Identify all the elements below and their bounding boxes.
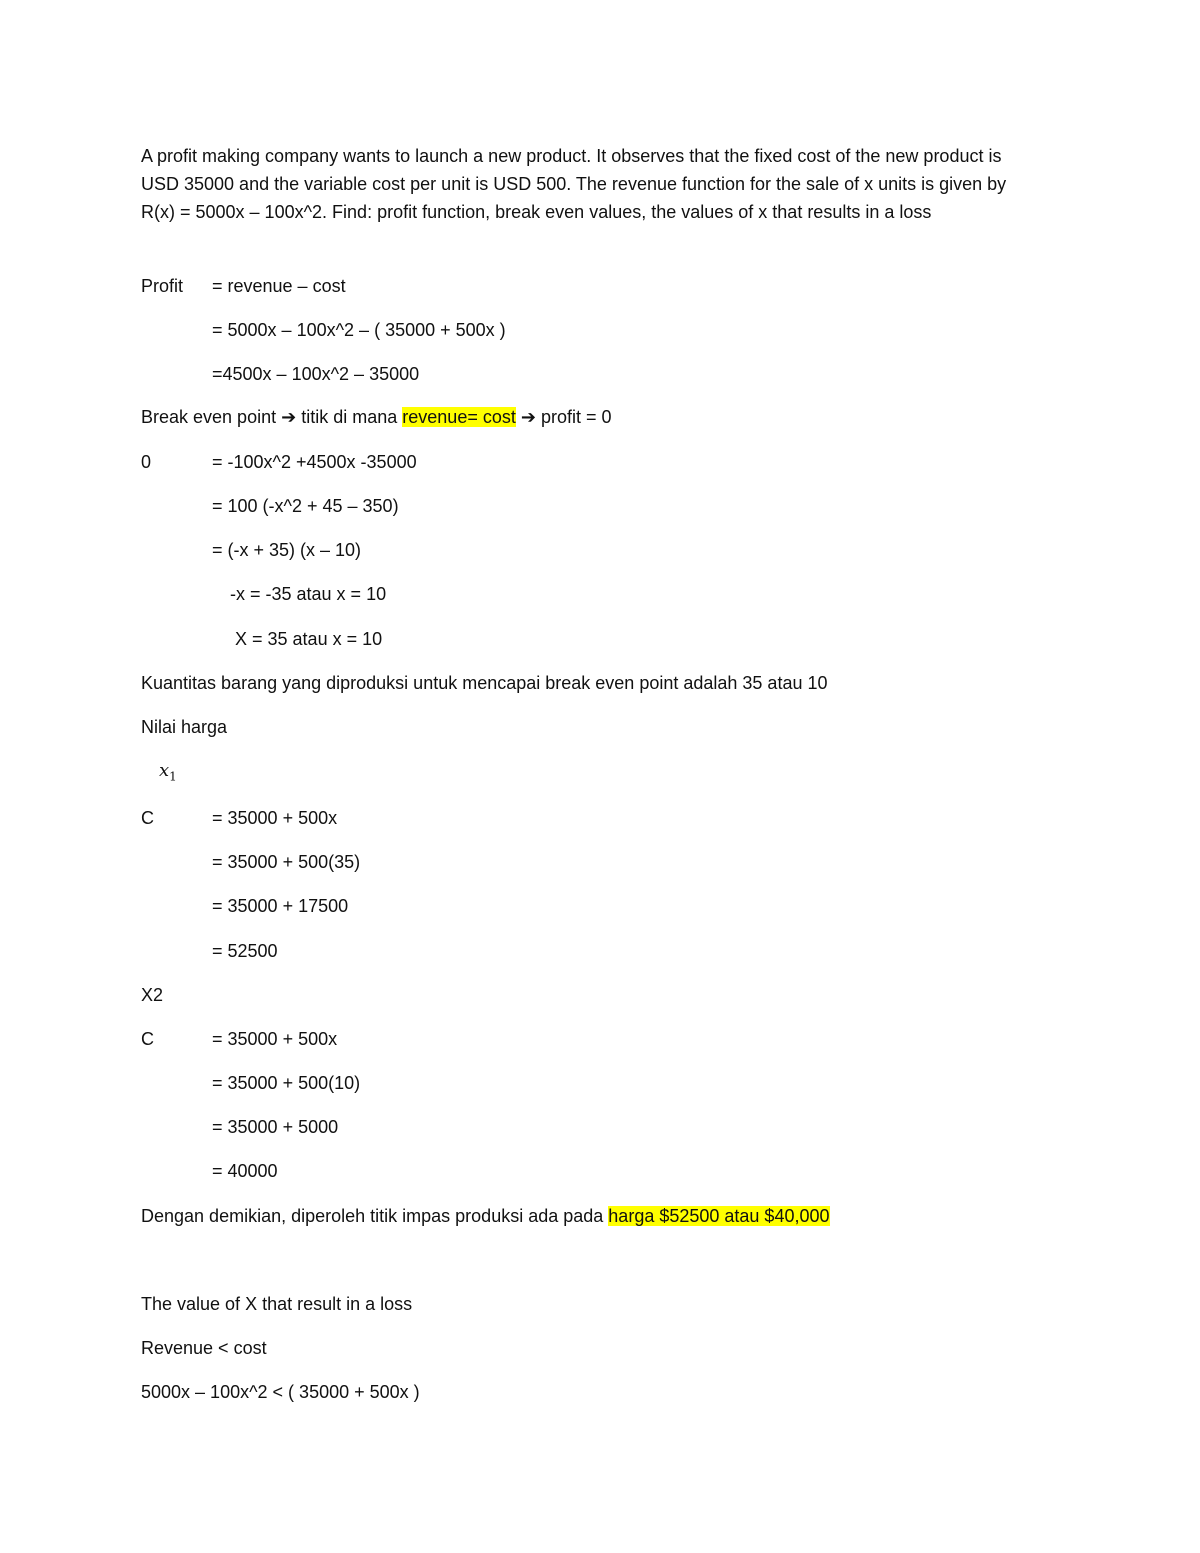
solve-line-5: X = 35 atau x = 10 [235, 629, 383, 649]
x2-label: X2 [141, 985, 164, 1005]
cost2-line-2: = 35000 + 500(10) [212, 1073, 361, 1093]
arrow-right-icon: ➔ [281, 407, 297, 427]
cost1-label: C [141, 808, 154, 828]
profit-line-3: =4500x – 100x^2 – 35000 [212, 364, 420, 384]
cost2-line-4: = 40000 [212, 1161, 278, 1181]
conclusion-text: Dengan demikian, diperoleh titik impas produksi ada pada [141, 1206, 604, 1226]
cost2-line-3: = 35000 + 5000 [212, 1117, 339, 1137]
profit-label: Profit [141, 276, 184, 296]
cost1-line-2: = 35000 + 500(35) [212, 852, 361, 872]
break-even-highlight: revenue= cost [402, 407, 516, 427]
break-even-suffix: profit = 0 [540, 407, 612, 427]
break-even-middle: titik di mana [301, 407, 398, 427]
cost1-line-4: = 52500 [212, 941, 278, 961]
x1-symbol: $x_1$ [159, 760, 177, 784]
loss-heading: The value of X that result in a loss [141, 1294, 413, 1314]
solve-line-2: = 100 (-x^2 + 45 – 350) [212, 496, 399, 516]
break-even-line [141, 403, 612, 431]
solve-line-3: = (-x + 35) (x – 10) [212, 540, 362, 560]
solve-line-1: = -100x^2 +4500x -35000 [212, 452, 417, 472]
loss-line-2: 5000x – 100x^2 < ( 35000 + 500x ) [141, 1382, 420, 1402]
arrow-right-icon: ➔ [520, 407, 536, 427]
conclusion-highlight: harga $52500 atau $40,000 [608, 1206, 830, 1226]
cost1-line-1: = 35000 + 500x [212, 808, 338, 828]
solve-label: 0 [141, 452, 152, 472]
nilai-harga-label: Nilai harga [141, 717, 228, 737]
cost1-line-3: = 35000 + 17500 [212, 896, 349, 916]
solve-line-4: -x = -35 atau x = 10 [230, 584, 387, 604]
problem-statement: A profit making company wants to launch a new product. It observes that the fixed cost of the new product is USD 35000 and the variable cost per unit is USD 500. The revenue function for the sale of x units is given by R(x) = 5000x – 100x^2. Find: profit function, break even values, the values of x that results in a loss [141, 146, 1007, 222]
quantity-statement: Kuantitas barang yang diproduksi untuk mencapai break even point adalah 35 atau 10 [141, 673, 828, 693]
cost2-label: C [141, 1029, 154, 1049]
break-even-prefix: Break even point [141, 407, 277, 427]
conclusion-line [141, 1202, 830, 1230]
loss-line-1: Revenue < cost [141, 1338, 267, 1358]
profit-line-2: = 5000x – 100x^2 – ( 35000 + 500x ) [212, 320, 506, 340]
profit-line-1: = revenue – cost [212, 276, 346, 296]
cost2-line-1: = 35000 + 500x [212, 1029, 338, 1049]
